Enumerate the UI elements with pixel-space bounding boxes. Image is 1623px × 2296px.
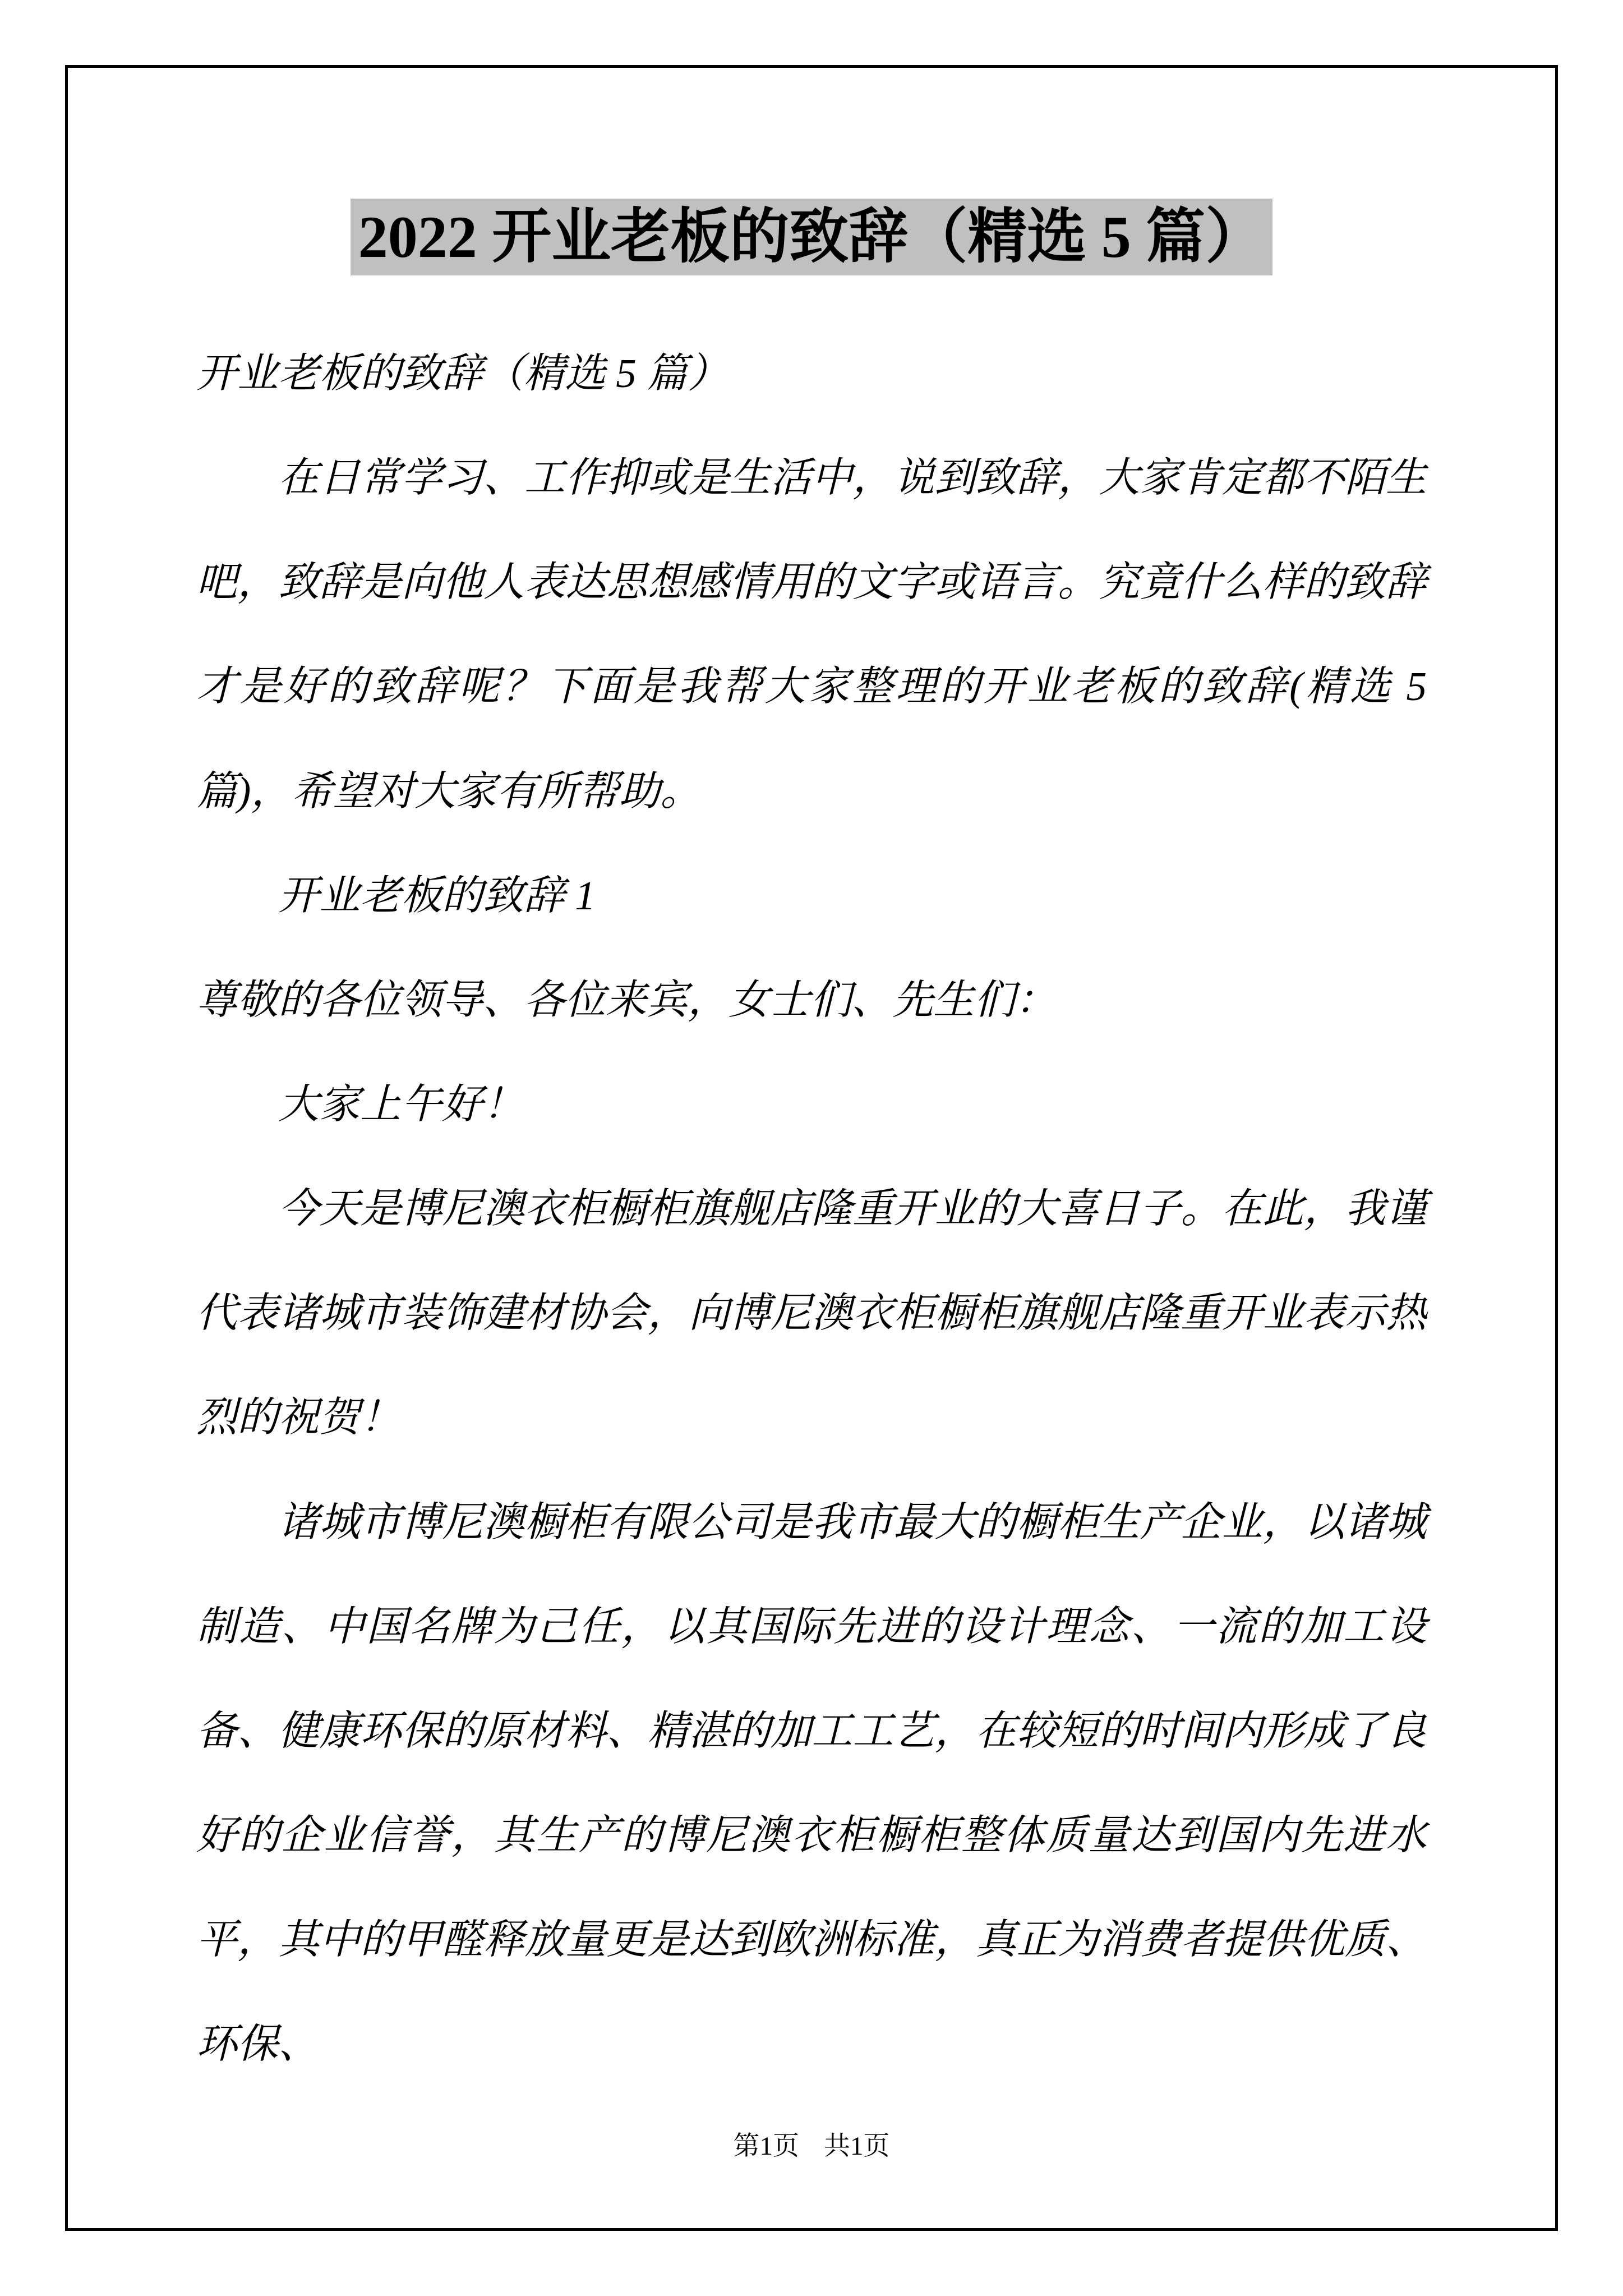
page-border-frame <box>65 65 1558 2231</box>
title-highlight: 2022 开业老板的致辞（精选 5 篇） <box>351 199 1273 275</box>
document-title <box>196 198 1427 277</box>
paragraph: 诸城市博尼澳橱柜有限公司是我市最大的橱柜生产企业，以诸城制造、中国名牌为己任，以其国际先进的设计理念、一流的加工设备、健康环保的原材料、精湛的加工工艺，在较短的时间内形成了良好的企业信誉，其生产的博尼澳衣柜橱柜整体质量达到国内先进水平，其中的甲醛释放量更是达到欧洲标准，真正为消费者提供优质、环保、 <box>196 1499 1427 2067</box>
paragraph: 尊敬的各位领导、各位来宾，女士们、先生们： <box>196 977 1056 1023</box>
body-paragraphs <box>196 321 1427 2096</box>
footer-page-number: 第1页 <box>733 2132 799 2161</box>
paragraph: 在日常学习、工作抑或是生活中，说到致辞，大家肯定都不陌生吧，致辞是向他人表达思想感情用的文字或语言。究竟什么样的致辞才是好的致辞呢？下面是我帮大家整理的开业老板的致辞(精选 5 篇)，希望对大家有所帮助。 <box>196 455 1427 814</box>
footer-page-count: 共1页 <box>824 2132 890 2161</box>
page-footer <box>0 2129 1623 2164</box>
paragraph: 开业老板的致辞（精选 5 篇） <box>196 351 728 396</box>
paragraph: 开业老板的致辞 1 <box>278 872 596 918</box>
paragraph: 今天是博尼澳衣柜橱柜旗舰店隆重开业的大喜日子。在此，我谨代表诸城市装饰建材协会，向博尼澳衣柜橱柜旗舰店隆重开业表示热烈的祝贺！ <box>196 1186 1427 1441</box>
paragraph: 大家上午好！ <box>278 1081 524 1127</box>
page-content <box>68 68 1555 2096</box>
